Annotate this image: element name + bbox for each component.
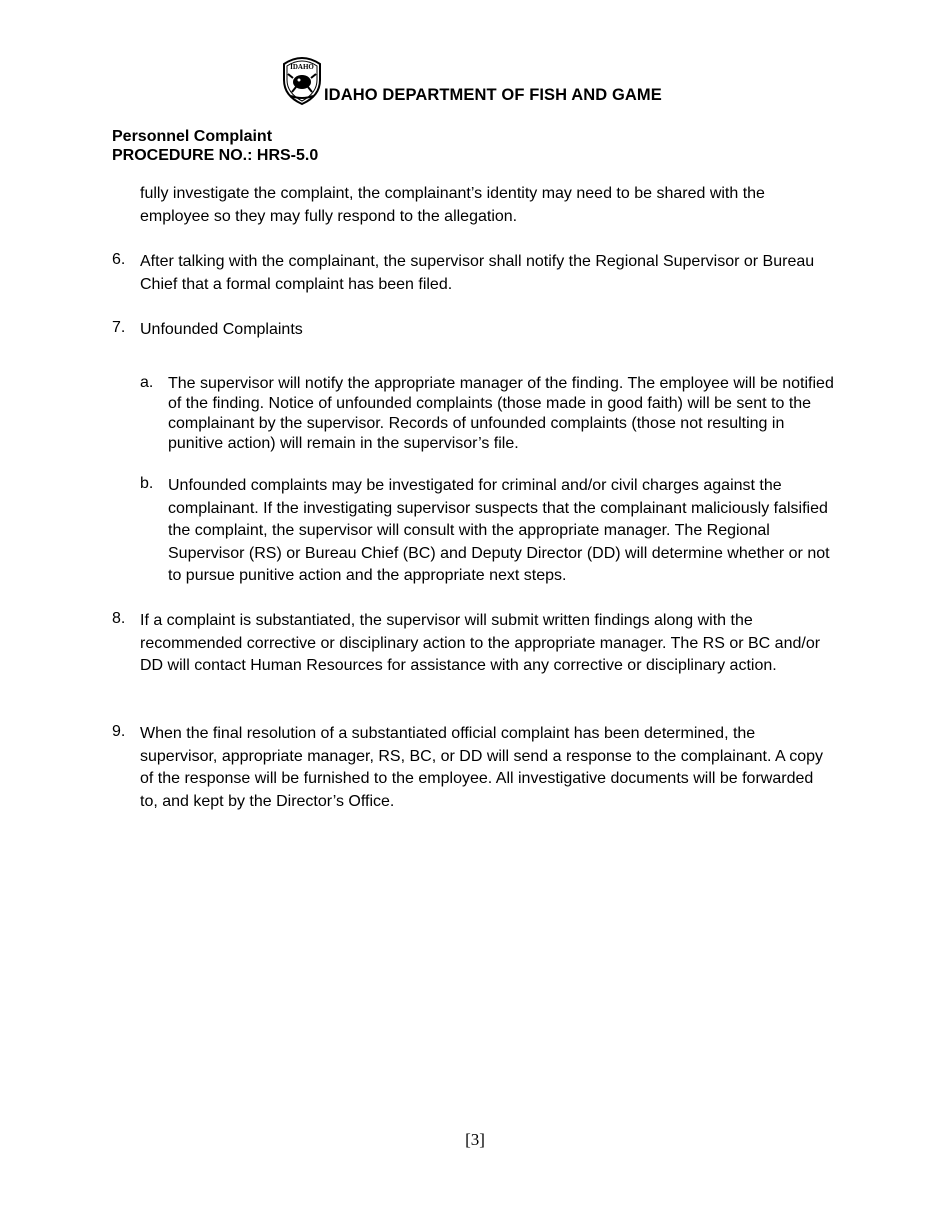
idfg-seal-logo xyxy=(278,54,326,106)
item-6-text: After talking with the complainant, the supervisor shall notify the Regional Supervisor or Bureau Chief that a formal complaint has been filed. xyxy=(140,253,815,293)
svg-text:IDAHO: IDAHO xyxy=(290,63,314,71)
procedure-number: PROCEDURE NO.: HRS-5.0 xyxy=(112,147,319,164)
agency-name: IDAHO DEPARTMENT OF FISH AND GAME xyxy=(324,86,662,104)
item-7b-text: Unfounded complaints may be investigated for criminal and/or civil charges against the complainant. If the investigating supervisor suspects that the complainant maliciously falsified the complaint, the supervisor will consult with the appropriate manager. The Regional Supervisor (RS) or Bureau Chief (BC) and Deputy Director (DD) will determine whether or not to pursue punitive action and the appropriate next steps. xyxy=(168,477,830,584)
item-8-text: If a complaint is substantiated, the supervisor will submit written findings along with the recommended corrective or disciplinary action to the appropriate manager. The RS or BC and/or DD will contact Human Resources for assistance with any corrective or disciplinary action. xyxy=(140,612,821,674)
document-title: Personnel Complaint xyxy=(112,128,273,145)
item-6-number: 6. xyxy=(112,251,126,268)
item-7a-letter: a. xyxy=(140,374,154,391)
page-number: [3] xyxy=(465,1130,485,1149)
item-8-number: 8. xyxy=(112,610,126,627)
document-title-block xyxy=(112,127,318,165)
item-9-text: When the final resolution of a substantiated official complaint has been determined, the supervisor, appropriate manager, RS, BC, or DD will send a response to the complainant. A copy of the response will be furnished to the employee. All investigative documents will be forwarded to, and kept by the Director’s Office. xyxy=(140,725,824,810)
item-7-heading: Unfounded Complaints xyxy=(140,321,303,338)
item-9-number: 9. xyxy=(112,723,126,740)
item-7a-text: The supervisor will notify the appropriate manager of the finding. The employee will be notified of the finding. Notice of unfounded complaints (those made in good faith) will be sent to the complainant by the supervisor. Records of unfounded complaints (those not resulting in punitive action) will remain in the supervisor’s file. xyxy=(168,375,834,452)
item-7b-letter: b. xyxy=(140,475,154,492)
item-7-number: 7. xyxy=(112,319,126,336)
continuation-paragraph: fully investigate the complaint, the complainant’s identity may need to be shared with the employee so they may fully respond to the allegation. xyxy=(140,185,765,225)
